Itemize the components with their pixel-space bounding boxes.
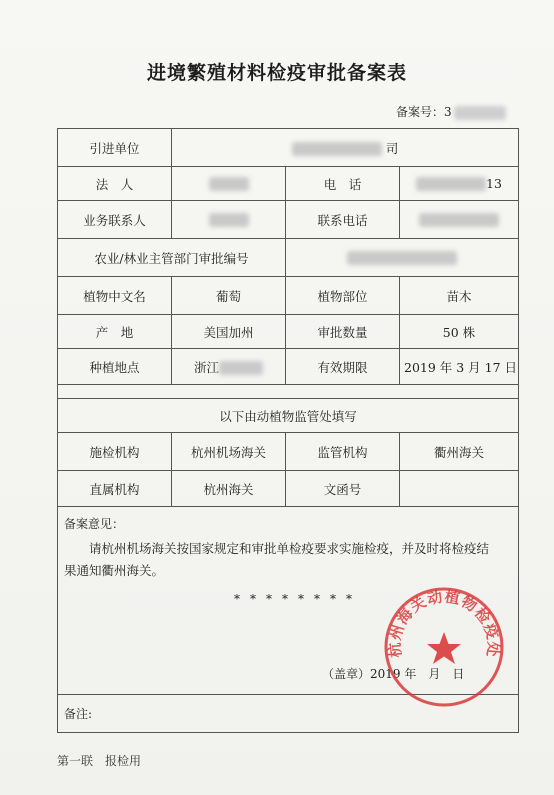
inspection-agency-value: 杭州机场海关 <box>172 433 286 471</box>
note-label: 备注: <box>58 695 519 733</box>
row-direct <box>58 471 519 507</box>
record-number-visible: 3 <box>444 105 452 119</box>
approval-number-label: 农业/林业主管部门审批编号 <box>58 239 286 277</box>
origin-label: 产 地 <box>58 315 172 349</box>
validity-label: 有效期限 <box>286 349 400 385</box>
redacted-contact-phone <box>419 213 499 227</box>
plant-part-label: 植物部位 <box>286 277 400 315</box>
phone-value <box>400 167 519 201</box>
remarks-body: 请杭州机场海关按国家规定和审批单检疫要求实施检疫，并及时将检疫结果通知衢州海关。 <box>64 541 490 578</box>
redacted-record-number <box>454 106 506 120</box>
contact-phone-value <box>400 201 519 239</box>
phone-tail: 13 <box>486 175 502 191</box>
inspection-agency-label: 施检机构 <box>58 433 172 471</box>
site-value <box>172 349 286 385</box>
row-section-heading <box>58 399 519 433</box>
redacted-legal <box>209 177 249 191</box>
contact-phone-label: 联系电话 <box>286 201 400 239</box>
row-contact <box>58 201 519 239</box>
remarks-stars: ******** <box>234 592 362 606</box>
document-number-value <box>400 471 519 507</box>
official-seal-stamp <box>381 584 507 710</box>
supervision-agency-label: 监管机构 <box>286 433 400 471</box>
contact-label: 业务联系人 <box>58 201 172 239</box>
copy-label: 第一联 报检用 <box>57 754 142 768</box>
redacted-importer <box>292 142 382 156</box>
row-origin <box>58 315 519 349</box>
page-title: 进境繁殖材料检疫审批备案表 <box>146 62 407 84</box>
row-spacer <box>58 385 519 399</box>
remarks-label: 备案意见： <box>64 517 125 531</box>
row-agency <box>58 433 519 471</box>
redacted-phone <box>416 177 486 191</box>
document-number-label: 文函号 <box>286 471 400 507</box>
legal-value <box>172 167 286 201</box>
quantity-value: 50 株 <box>400 315 519 349</box>
approval-number-value <box>286 239 519 277</box>
plant-name-value: 葡萄 <box>172 277 286 315</box>
redacted-site <box>219 361 263 375</box>
redacted-approval-number <box>347 251 457 265</box>
row-plant <box>58 277 519 315</box>
redacted-contact <box>209 213 249 227</box>
row-importer <box>58 129 519 167</box>
direct-agency-value: 杭州海关 <box>172 471 286 507</box>
record-number-label: 备案号： <box>396 105 445 119</box>
importer-label: 引进单位 <box>58 129 172 167</box>
importer-value-tail: 司 <box>385 140 399 156</box>
row-site <box>58 349 519 385</box>
quantity-label: 审批数量 <box>286 315 400 349</box>
supervision-agency-value: 衢州海关 <box>400 433 519 471</box>
importer-value <box>172 129 519 167</box>
plant-name-label: 植物中文名 <box>58 277 172 315</box>
phone-label: 电 话 <box>286 167 400 201</box>
legal-label: 法 人 <box>58 167 172 201</box>
record-number <box>396 103 506 120</box>
row-approval-number <box>58 239 519 277</box>
site-prefix: 浙江 <box>193 359 219 375</box>
row-legal <box>58 167 519 201</box>
origin-value: 美国加州 <box>172 315 286 349</box>
svg-text:杭州海关动植物检疫处: 杭州海关动植物检疫处 <box>385 587 503 659</box>
contact-value <box>172 201 286 239</box>
seal-date-line: （盖章）2019 年 月 日 <box>322 667 465 681</box>
site-label: 种植地点 <box>58 349 172 385</box>
plant-part-value: 苗木 <box>400 277 519 315</box>
validity-value: 2019 年 3 月 17 日 <box>400 349 519 385</box>
direct-agency-label: 直属机构 <box>58 471 172 507</box>
section-heading: 以下由动植物监管处填写 <box>58 399 519 433</box>
